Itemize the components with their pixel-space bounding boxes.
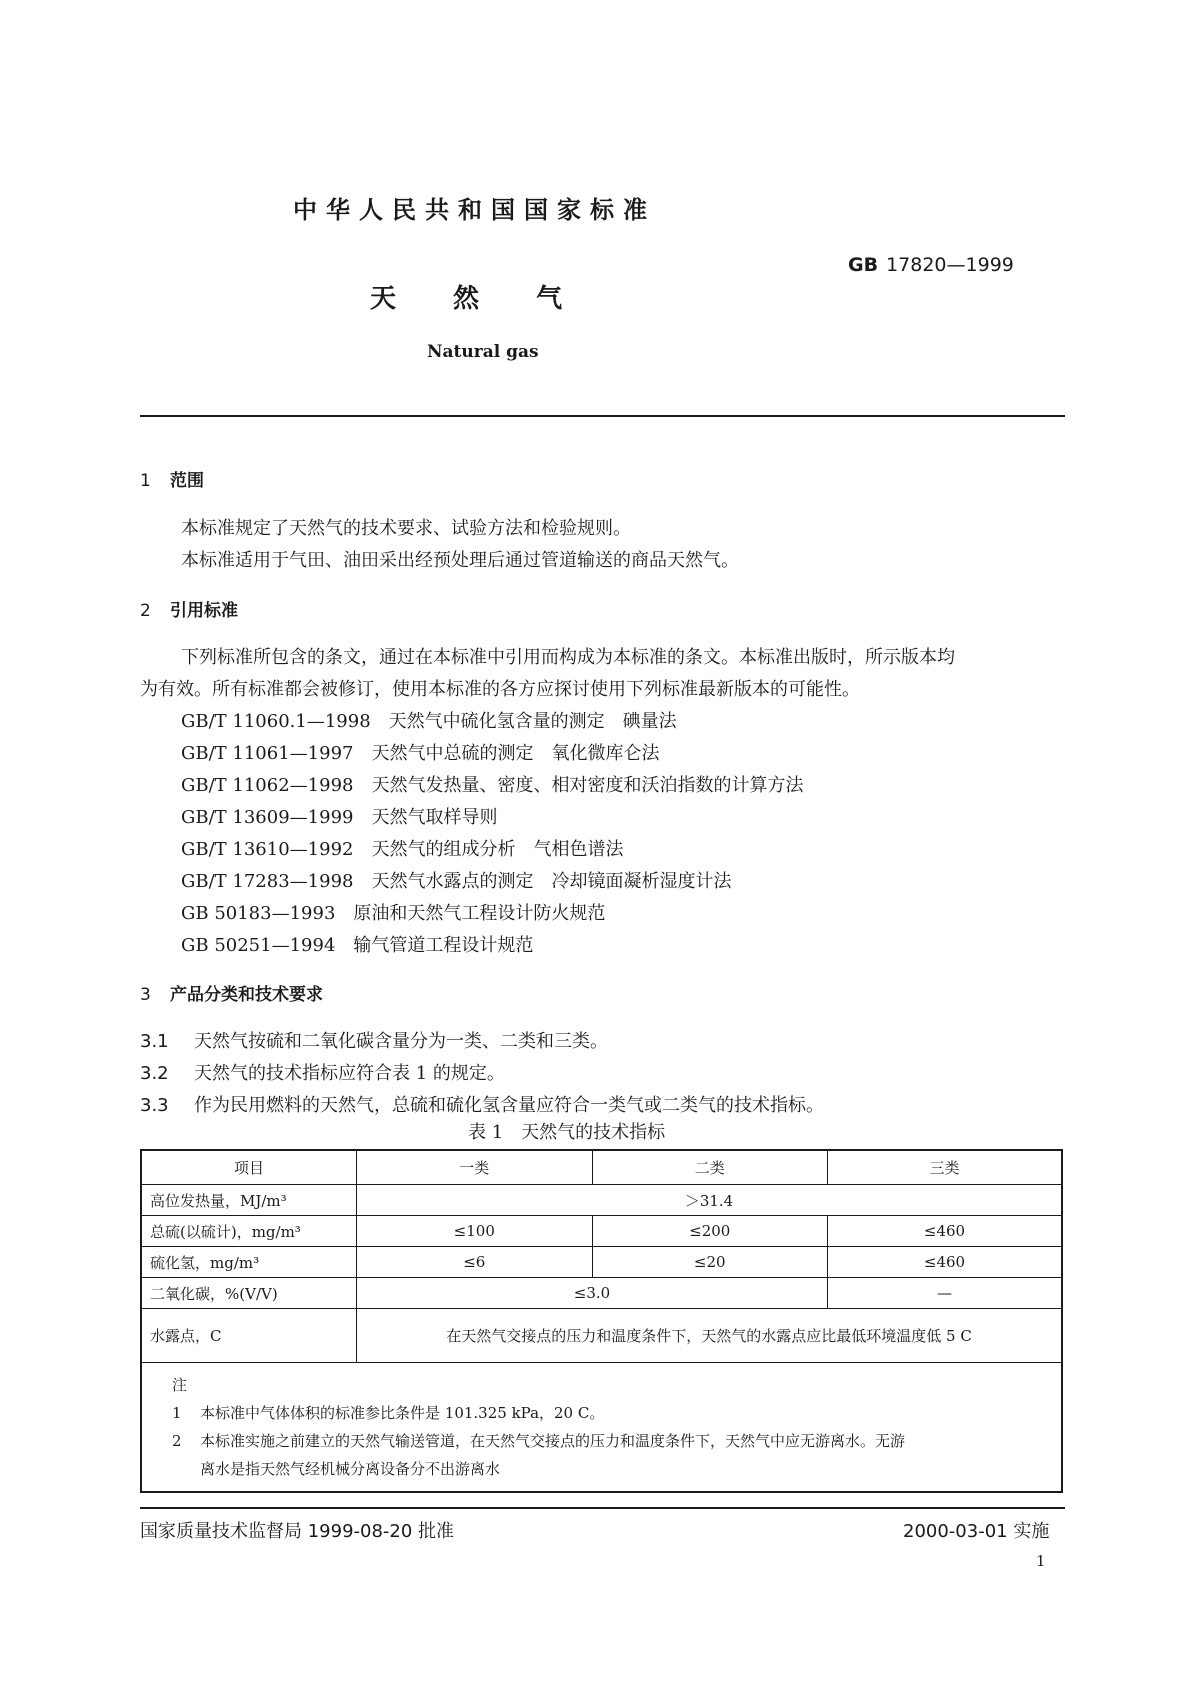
clause	[140, 1027, 608, 1053]
clause-text: 天然气按硫和二氧化碳含量分为一类、二类和三类。	[194, 1031, 608, 1052]
reference-code: GB/T 13610—1992	[181, 839, 354, 860]
column-header: 一类	[357, 1150, 592, 1185]
reference-code: GB/T 11060.1—1998	[181, 711, 371, 732]
note-text: 本标准中气体体积的标准参比条件是 101.325 kPa，20 C。	[200, 1404, 605, 1422]
table-cell: —	[827, 1278, 1062, 1309]
row-label: 水露点，C	[141, 1309, 357, 1363]
row-label: 二氧化碳，%(V/V)	[141, 1278, 357, 1309]
paragraph: 本标准适用于气田、油田采出经预处理后通过管道输送的商品天然气。	[181, 550, 739, 571]
note-item	[172, 1427, 1051, 1455]
clause	[140, 1059, 505, 1085]
reference-title: 天然气发热量、密度、相对密度和沃泊指数的计算方法	[371, 775, 804, 796]
section-1-heading	[140, 466, 204, 491]
reference-code: GB/T 17283—1998	[181, 871, 354, 892]
note-text-continued: 离水是指天然气经机械分离设备分不出游离水	[200, 1460, 501, 1478]
reference-item	[181, 803, 497, 829]
table-row	[141, 1278, 1062, 1309]
table-caption: 表 1 天然气的技术指标	[468, 1122, 666, 1143]
reference-code: GB 50251—1994	[181, 935, 336, 956]
row-label: 总硫(以硫计)，mg/m³	[141, 1216, 357, 1247]
clause-number: 3.1	[140, 1031, 169, 1052]
table-notes	[141, 1363, 1062, 1493]
table-row	[141, 1185, 1062, 1216]
table-cell: ≤6	[357, 1247, 592, 1278]
clause	[140, 1091, 824, 1117]
standard-code-prefix: GB	[848, 254, 879, 276]
section-title: 范围	[170, 471, 204, 491]
footer-divider	[140, 1507, 1065, 1509]
reference-item	[181, 931, 533, 957]
section-number: 1	[140, 471, 151, 491]
column-header: 二类	[592, 1150, 827, 1185]
title-english: Natural gas	[427, 342, 539, 362]
effective-date: 2000-03-01 实施	[903, 1521, 1050, 1542]
reference-title: 天然气的组成分析 气相色谱法	[371, 839, 624, 860]
note-number: 1	[172, 1404, 182, 1422]
header-divider	[140, 415, 1065, 417]
table-row	[141, 1309, 1062, 1363]
clause-number: 3.2	[140, 1063, 169, 1084]
reference-item	[181, 867, 731, 893]
table-cell: 在天然气交接点的压力和温度条件下，天然气的水露点应比最低环境温度低 5 C	[357, 1309, 1062, 1363]
paragraph: 为有效。所有标准都会被修订，使用本标准的各方应探讨使用下列标准最新版本的可能性。	[140, 679, 860, 700]
clause-text: 作为民用燃料的天然气，总硫和硫化氢含量应符合一类气或二类气的技术指标。	[194, 1095, 824, 1116]
table-cell: ≤460	[827, 1216, 1062, 1247]
table-cell: ≤100	[357, 1216, 592, 1247]
table-cell: ≤200	[592, 1216, 827, 1247]
reference-code: GB 50183—1993	[181, 903, 336, 924]
reference-title: 输气管道工程设计规范	[353, 935, 534, 956]
reference-title: 天然气取样导则	[371, 807, 498, 828]
paragraph: 本标准规定了天然气的技术要求、试验方法和检验规则。	[181, 518, 631, 539]
note-text: 本标准实施之前建立的天然气输送管道，在天然气交接点的压力和温度条件下，天然气中应无游离水。无游	[200, 1432, 906, 1450]
table-cell: ≤460	[827, 1247, 1062, 1278]
reference-item	[181, 739, 659, 765]
issuing-organization: 中华人民共和国国家标准	[293, 196, 656, 224]
section-3-heading	[140, 980, 323, 1005]
approval-date: 国家质量技术监督局 1999-08-20 批准	[140, 1521, 455, 1542]
table-header-row	[141, 1150, 1062, 1185]
table-cell: ≤20	[592, 1247, 827, 1278]
clause-number: 3.3	[140, 1095, 169, 1116]
notes-label: 注	[172, 1376, 188, 1394]
row-label: 高位发热量，MJ/m³	[141, 1185, 357, 1216]
reference-title: 天然气中硫化氢含量的测定 碘量法	[388, 711, 677, 732]
reference-title: 天然气中总硫的测定 氧化微库仑法	[371, 743, 660, 764]
table-notes-row	[141, 1363, 1062, 1493]
reference-item	[181, 707, 677, 733]
standard-code	[848, 254, 1014, 276]
reference-code: GB/T 11062—1998	[181, 775, 354, 796]
reference-code: GB/T 13609—1999	[181, 807, 354, 828]
section-title: 产品分类和技术要求	[170, 985, 323, 1005]
reference-title: 原油和天然气工程设计防火规范	[353, 903, 606, 924]
reference-item	[181, 771, 803, 797]
reference-title: 天然气水露点的测定 冷却镜面凝析湿度计法	[371, 871, 732, 892]
clause-text: 天然气的技术指标应符合表 1 的规定。	[194, 1063, 505, 1084]
note-item	[172, 1399, 1051, 1427]
technical-indicators-table	[140, 1149, 1063, 1493]
section-2-heading	[140, 596, 238, 621]
note-number: 2	[172, 1432, 182, 1450]
table-cell: ＞31.4	[357, 1185, 1062, 1216]
table-row	[141, 1247, 1062, 1278]
column-header: 三类	[827, 1150, 1062, 1185]
table-row	[141, 1216, 1062, 1247]
table-cell: ≤3.0	[357, 1278, 828, 1309]
page-number: 1	[1036, 1552, 1046, 1570]
paragraph: 下列标准所包含的条文，通过在本标准中引用而构成为本标准的条文。本标准出版时，所示版本均	[181, 647, 955, 668]
title-chinese: 天 然 气	[370, 284, 563, 314]
reference-item	[181, 835, 623, 861]
section-number: 2	[140, 601, 151, 621]
standard-code-number: 17820—1999	[886, 254, 1014, 276]
column-header: 项目	[141, 1150, 357, 1185]
reference-code: GB/T 11061—1997	[181, 743, 354, 764]
section-number: 3	[140, 985, 151, 1005]
reference-item	[181, 899, 605, 925]
row-label: 硫化氢，mg/m³	[141, 1247, 357, 1278]
section-title: 引用标准	[170, 601, 238, 621]
